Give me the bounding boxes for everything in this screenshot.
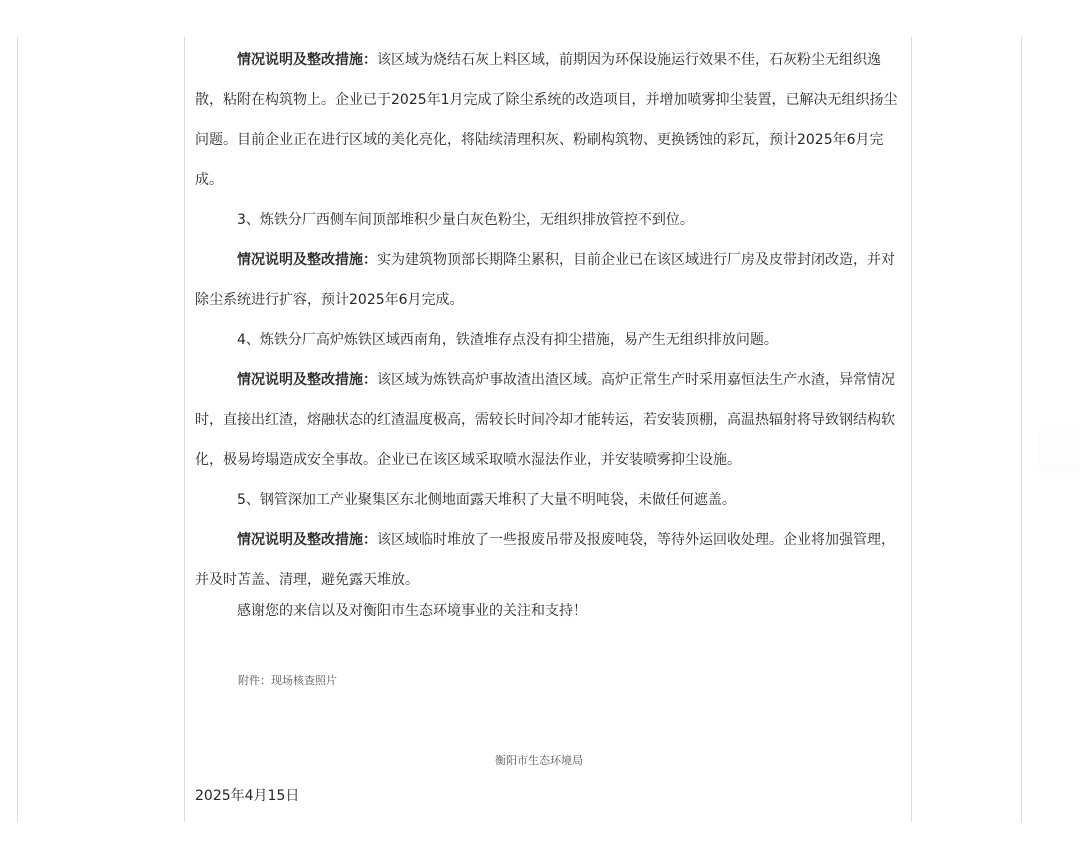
issue-paragraph: 3、炼铁分厂西侧车间顶部堆积少量白灰色粉尘，无组织排放管控不到位。 (237, 212, 694, 228)
response-text: 该区域为烧结石灰上料区域，前期因为环保设施运行效果不佳，石灰粉尘无组织逸散，粘附在构筑物上。企业已于2025年1月完成了除尘系统的改造项目，并增加喷雾抑尘装置，已解决无组织扬尘问题。目前企业正在进行区域的美化亮化，将陆续清理积灰、粉刷构筑物、更换锈蚀的彩瓦，预计2025年6月完成。 (195, 52, 898, 188)
issue-paragraph: 5、钢管深加工产业聚集区东北侧地面露天堆积了大量不明吨袋，未做任何遮盖。 (237, 492, 736, 508)
response-label: 情况说明及整改措施： (237, 532, 377, 548)
response-label: 情况说明及整改措施： (237, 372, 377, 388)
closing-paragraph: 感谢您的来信以及对衡阳市生态环境事业的关注和支持！ (237, 603, 587, 619)
issue-paragraph: 4、炼铁分厂高炉炼铁区域西南角，铁渣堆存点没有抑尘措施，易产生无组织排放问题。 (237, 332, 778, 348)
response-paragraph (195, 40, 901, 200)
page-border-left-inner (184, 37, 185, 822)
response-label: 情况说明及整改措施： (237, 52, 377, 68)
response-label: 情况说明及整改措施： (237, 252, 377, 268)
document-date: 2025年4月15日 (195, 788, 300, 804)
response-text: 该区域临时堆放了一些报废吊带及报废吨袋，等待外运回收处理。企业将加强管理，并及时苫盖、清理，避免露天堆放。 (195, 532, 895, 588)
response-text: 实为建筑物顶部长期降尘累积，目前企业已在该区域进行厂房及皮带封闭改造，并对除尘系统进行扩容，预计2025年6月完成。 (195, 252, 895, 308)
signing-authority: 衡阳市生态环境局 (495, 754, 583, 767)
response-paragraph (195, 360, 901, 480)
page-border-right-outer (1021, 37, 1022, 822)
response-paragraph (195, 240, 901, 320)
page-border-right-inner (911, 37, 912, 822)
floating-side-panel[interactable] (1040, 425, 1080, 471)
attachment-note[interactable]: 附件：现场核查照片 (238, 674, 337, 687)
page-border-left-outer (17, 37, 18, 822)
response-paragraph (195, 520, 901, 600)
response-text: 该区域为炼铁高炉事故渣出渣区域。高炉正常生产时采用嘉恒法生产水渣，异常情况时，直接出红渣，熔融状态的红渣温度极高，需较长时间冷却才能转运，若安装顶棚，高温热辐射将导致钢结构软化，极易垮塌造成安全事故。企业已在该区域采取喷水湿法作业，并安装喷雾抑尘设施。 (195, 372, 895, 468)
